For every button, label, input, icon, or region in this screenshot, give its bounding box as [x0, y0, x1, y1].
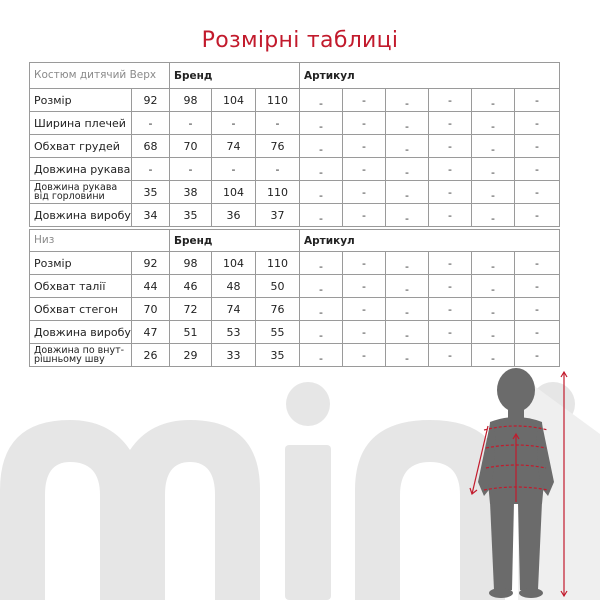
top-size-value: 68	[132, 135, 170, 158]
bottom-article-value: -	[386, 252, 429, 275]
bottom-size-value: 104	[212, 252, 256, 275]
top-article-value: -	[300, 158, 343, 181]
top-row-label: Довжина рукава від горловини	[30, 181, 132, 204]
top-article-value: -	[515, 204, 560, 227]
bottom-article-value: -	[343, 321, 386, 344]
table-row	[30, 158, 560, 181]
table-row	[30, 252, 560, 275]
bottom-size-value: 46	[170, 275, 212, 298]
bottom-size-value: 26	[132, 344, 170, 367]
bottom-row-label: Довжина по внут- рішньому шву	[30, 344, 132, 367]
bottom-article-value: -	[343, 298, 386, 321]
top-row-label: Довжина виробу	[30, 204, 132, 227]
bottom-size-value: 74	[212, 298, 256, 321]
bottom-article-value: -	[300, 252, 343, 275]
table-row	[30, 112, 560, 135]
top-article-value: -	[343, 112, 386, 135]
top-size-value: 74	[212, 135, 256, 158]
top-size-value: 36	[212, 204, 256, 227]
bottom-article-value: -	[515, 344, 560, 367]
bottom-article-value: -	[386, 344, 429, 367]
table-row	[30, 135, 560, 158]
bottom-article-value: -	[515, 275, 560, 298]
bottom-size-value: 55	[256, 321, 300, 344]
top-size-value: -	[132, 112, 170, 135]
bottom-article-value: -	[386, 298, 429, 321]
bottom-article-value: -	[386, 275, 429, 298]
bottom-row-label: Обхват талії	[30, 275, 132, 298]
bottom-size-value: 47	[132, 321, 170, 344]
bottom-size-value: 35	[256, 344, 300, 367]
top-size-value: -	[170, 112, 212, 135]
top-article-value: -	[300, 112, 343, 135]
top-article-value: -	[472, 181, 515, 204]
top-article-value: -	[429, 112, 472, 135]
top-size-value: 38	[170, 181, 212, 204]
bottom-section-label: Низ	[30, 230, 170, 252]
top-size-value: 110	[256, 89, 300, 112]
bottom-article-value: -	[429, 275, 472, 298]
bottom-brand-header: Бренд	[170, 230, 300, 252]
bottom-size-value: 92	[132, 252, 170, 275]
table-row	[30, 298, 560, 321]
bottom-size-value: 76	[256, 298, 300, 321]
bottom-article-value: -	[429, 321, 472, 344]
top-row-label: Довжина рукава	[30, 158, 132, 181]
bottom-article-value: -	[515, 252, 560, 275]
bottom-article-value: -	[429, 344, 472, 367]
top-article-value: -	[300, 204, 343, 227]
bottom-size-value: 51	[170, 321, 212, 344]
top-article-value: -	[343, 181, 386, 204]
top-article-value: -	[386, 89, 429, 112]
bottom-article-value: -	[300, 344, 343, 367]
bottom-size-value: 70	[132, 298, 170, 321]
top-article-value: -	[515, 135, 560, 158]
top-article-value: -	[472, 89, 515, 112]
top-article-value: -	[386, 135, 429, 158]
child-measurement-illustration	[458, 364, 600, 600]
top-size-value: -	[212, 158, 256, 181]
top-article-value: -	[472, 112, 515, 135]
bottom-size-value: 50	[256, 275, 300, 298]
top-article-value: -	[515, 112, 560, 135]
bottom-size-value: 72	[170, 298, 212, 321]
bottom-article-value: -	[515, 298, 560, 321]
top-brand-header: Бренд	[170, 63, 300, 89]
bottom-article-value: -	[429, 298, 472, 321]
bottom-article-value: -	[515, 321, 560, 344]
bottom-size-value: 98	[170, 252, 212, 275]
top-size-value: 76	[256, 135, 300, 158]
top-article-value: -	[343, 135, 386, 158]
bottom-size-table	[29, 229, 560, 367]
table-row	[30, 204, 560, 227]
top-article-value: -	[300, 181, 343, 204]
table-row	[30, 344, 560, 367]
bottom-article-value: -	[386, 321, 429, 344]
bottom-row-label: Розмір	[30, 252, 132, 275]
bottom-row-label: Обхват стегон	[30, 298, 132, 321]
bottom-article-value: -	[343, 344, 386, 367]
bottom-article-value: -	[300, 275, 343, 298]
top-size-value: 35	[170, 204, 212, 227]
top-article-value: -	[429, 89, 472, 112]
top-row-label: Обхват грудей	[30, 135, 132, 158]
top-size-table	[29, 62, 560, 227]
bottom-article-header: Артикул	[300, 230, 560, 252]
bottom-size-value: 53	[212, 321, 256, 344]
bottom-article-value: -	[472, 298, 515, 321]
top-size-value: 35	[132, 181, 170, 204]
bottom-size-value: 110	[256, 252, 300, 275]
top-article-value: -	[300, 89, 343, 112]
top-size-value: -	[256, 158, 300, 181]
top-row-label: Розмір	[30, 89, 132, 112]
top-size-value: 70	[170, 135, 212, 158]
top-size-value: 104	[212, 89, 256, 112]
top-section-label: Костюм дитячий Верх	[30, 63, 170, 89]
bottom-size-value: 33	[212, 344, 256, 367]
top-article-value: -	[386, 181, 429, 204]
top-size-value: 98	[170, 89, 212, 112]
bottom-size-value: 48	[212, 275, 256, 298]
bottom-article-value: -	[343, 275, 386, 298]
table-row	[30, 181, 560, 204]
top-article-value: -	[472, 158, 515, 181]
top-article-value: -	[472, 135, 515, 158]
bottom-article-value: -	[472, 321, 515, 344]
bottom-size-value: 29	[170, 344, 212, 367]
top-article-value: -	[429, 181, 472, 204]
top-article-value: -	[386, 112, 429, 135]
bottom-size-value: 44	[132, 275, 170, 298]
top-article-value: -	[429, 158, 472, 181]
top-size-value: 34	[132, 204, 170, 227]
top-size-value: -	[170, 158, 212, 181]
top-size-value: 104	[212, 181, 256, 204]
page-title: Розмірні таблиці	[201, 28, 399, 53]
top-size-value: 110	[256, 181, 300, 204]
top-article-value: -	[515, 158, 560, 181]
bottom-article-value: -	[343, 252, 386, 275]
bottom-article-value: -	[472, 252, 515, 275]
bottom-article-value: -	[300, 321, 343, 344]
bottom-article-value: -	[472, 275, 515, 298]
top-size-value: -	[256, 112, 300, 135]
top-row-label: Ширина плечей	[30, 112, 132, 135]
top-article-value: -	[343, 204, 386, 227]
top-size-value: -	[132, 158, 170, 181]
top-size-value: 37	[256, 204, 300, 227]
bottom-row-label: Довжина виробу	[30, 321, 132, 344]
table-row	[30, 89, 560, 112]
top-article-value: -	[343, 89, 386, 112]
bottom-article-value: -	[429, 252, 472, 275]
bottom-article-value: -	[472, 344, 515, 367]
top-article-value: -	[386, 158, 429, 181]
top-article-value: -	[472, 204, 515, 227]
table-row	[30, 321, 560, 344]
top-size-value: -	[212, 112, 256, 135]
top-article-value: -	[429, 135, 472, 158]
top-article-value: -	[429, 204, 472, 227]
top-article-header: Артикул	[300, 63, 560, 89]
top-article-value: -	[386, 204, 429, 227]
bottom-article-value: -	[300, 298, 343, 321]
top-article-value: -	[515, 181, 560, 204]
top-article-value: -	[343, 158, 386, 181]
top-article-value: -	[300, 135, 343, 158]
top-size-value: 92	[132, 89, 170, 112]
top-article-value: -	[515, 89, 560, 112]
table-row	[30, 275, 560, 298]
